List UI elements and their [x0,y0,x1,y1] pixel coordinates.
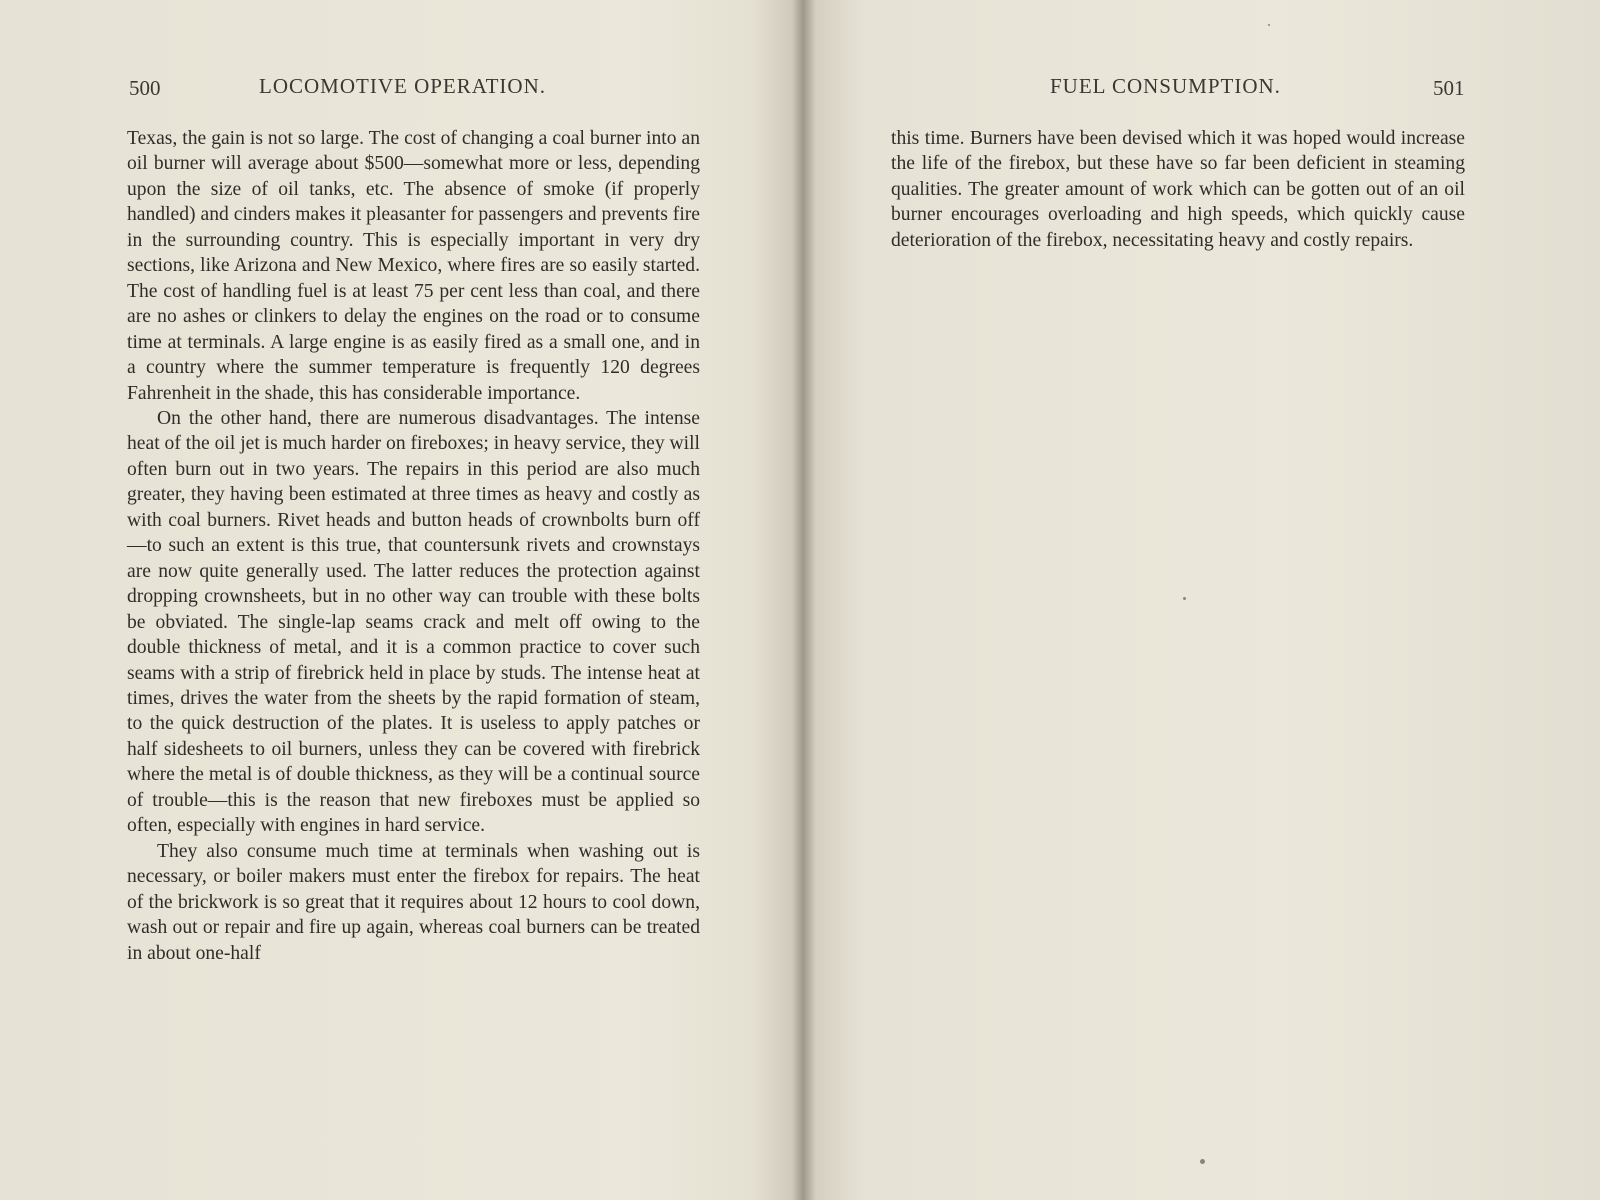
right-page-number: 501 [1433,76,1465,100]
left-paragraph-3: They also consume much time at terminals when washing out is necessary, or boiler makers must enter the firebox for repairs. The heat of the brickwork is so great that it requires about 12 hours to cool down, wash out or repair and fire up again, whereas coal burners can be treated in about one-half [127,840,700,964]
paper-speck [1268,24,1270,26]
right-running-head: FUEL CONSUMPTION. [1050,74,1281,98]
left-running-head: LOCOMOTIVE OPERATION. [259,74,546,98]
paper-speck [1200,1159,1205,1164]
right-paragraph-1: this time. Burners have been devised which it was hoped would increase the life of the firebox, but these have so far been deficient in steaming qualities. The greater amount of work which can be gotten out of an oil burner encourages overloading and high speeds, which quickly cause deterioration of the firebox, necessitating heavy and costly repairs. [891,128,1465,251]
left-page-number: 500 [129,76,161,100]
left-page [0,0,785,1200]
paper-speck [1183,597,1186,600]
left-body-text [127,126,700,966]
left-paragraph-1: Texas, the gain is not so large. The cost of changing a coal burner into an oil burner will average about $500—somewhat more or less, depending upon the size of oil tanks, etc. The absence of smoke (if properly handled) and cinders makes it pleasanter for passengers and prevents fire in the surrounding country. This is especially important in very dry sections, like Arizona and New Mexico, where fires are so easily started. The cost of handling fuel is at least 75 per cent less than coal, and there are no ashes or clinkers to delay the engines on the road or to consume time at terminals. A large engine is as easily fired as a small one, and in a country where the summer temperature is frequently 120 degrees Fahrenheit in the shade, this has considerable importance. [127,128,700,404]
right-body-text [891,126,1465,253]
right-page [800,0,1600,1200]
left-paragraph-2: On the other hand, there are numerous disadvantages. The intense heat of the oil jet is much harder on fireboxes; in heavy service, they will often burn out in two years. The repairs in this period are also much greater, they having been estimated at three times as heavy and costly as with coal burners. Rivet heads and button heads of crownbolts burn off—to such an extent is this true, that countersunk rivets and crownstays are now quite generally used. The latter reduces the protection against dropping crownsheets, but in no other way can trouble with these bolts be obviated. The single-lap seams crack and melt off owing to the double thickness of metal, and it is a common practice to cover such seams with a strip of firebrick held in place by studs. The intense heat at times, drives the water from the sheets by the rapid formation of steam, to the quick destruction of the plates. It is useless to apply patches or half sidesheets to oil burners, unless they can be covered with firebrick where the metal is of double thickness, as they will be a continual source of trouble—this is the reason that new fireboxes must be applied so often, especially with engines in hard service. [127,407,700,837]
